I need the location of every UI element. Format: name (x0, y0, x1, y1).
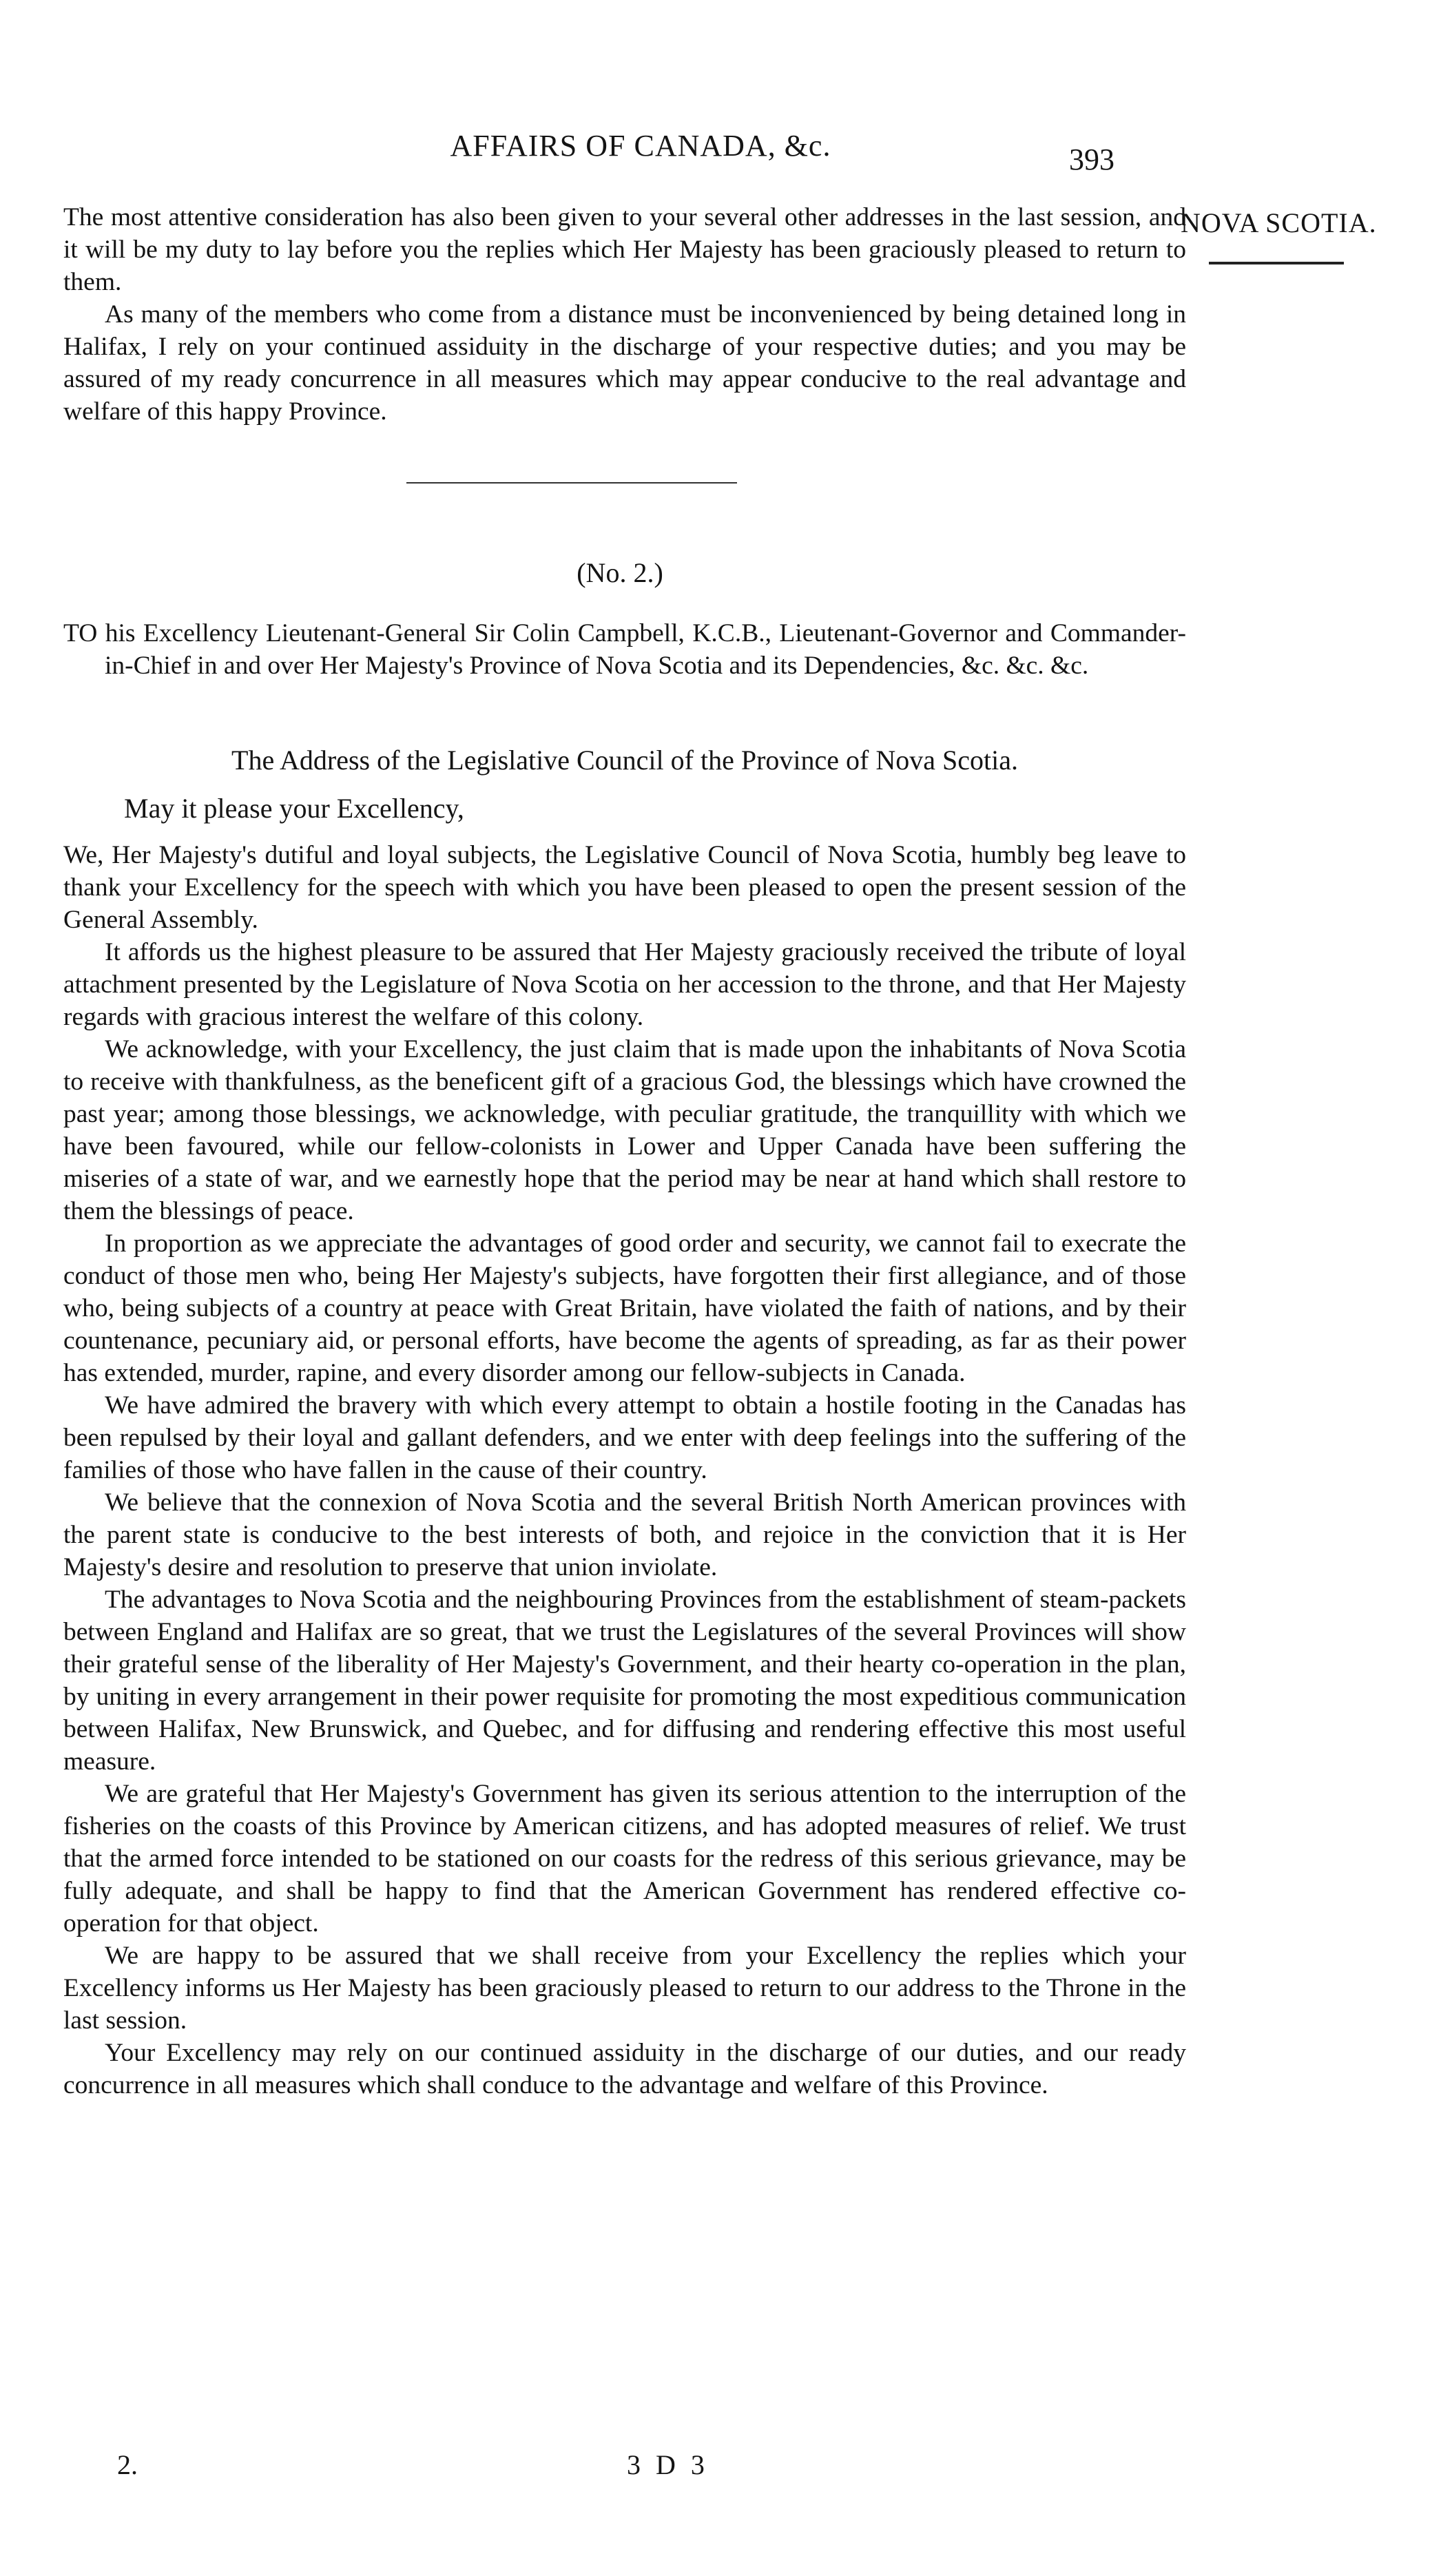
document-number: (No. 2.) (577, 557, 663, 588)
page-number: 393 (1069, 143, 1114, 176)
reply-text (63, 201, 1186, 428)
margin-note: NOVA SCOTIA. (1181, 207, 1377, 238)
address-paragraph: Your Excellency may rely on our continued assiduity in the discharge of our duties, and our ready concurrence in all measures which shall conduce to the advantage and welfare of this Province. (63, 2039, 1186, 2099)
address-paragraph: We are happy to be assured that we shall receive from your Excellency the replies which your Excellency informs us Her Majesty has been graciously pleased to return to our address to the Throne in the last session. (63, 1942, 1186, 2035)
address-paragraph: In proportion as we appreciate the advantages of good order and security, we cannot fail to execrate the conduct of those men who, being Her Majesty's subjects, have forgotten their first allegiance, and of those who, being subjects of a country at peace with Great Britain, have violated the faith of nations, and by their countenance, pecuniary aid, or personal efforts, have become the agents of spreading, as far as their power has extended, murder, rapine, and every disorder among our fellow-subjects in Canada. (63, 1229, 1186, 1387)
margin-note-underline (1209, 262, 1344, 264)
reply-paragraph: As many of the members who come from a distance must be inconvenienced by being detained long in Halifax, I rely on your continued assiduity in the discharge of your respective duties; and you may be assured of my ready concurrence in all measures which may appear conducive to the real advantage and welfare of this happy Province. (63, 300, 1186, 426)
address-paragraph: It affords us the highest pleasure to be assured that Her Majesty graciously received the tribute of loyal attachment presented by the Legislature of Nova Scotia on her accession to the throne, and that Her Majesty regards with gracious interest the welfare of this colony. (63, 938, 1186, 1031)
addressee: TO his Excellency Lieutenant-General Sir Colin Campbell, K.C.B., Lieutenant-Governor and Commander-in-Chief in and over Her Majesty's Province of Nova Scotia and its Dependencies, &c. &c. &c. (63, 619, 1186, 680)
address-paragraph: We believe that the connexion of Nova Scotia and the several British North American provinces with the parent state is conducive to the best interests of both, and rejoice in the conviction that it is Her Majesty's desire and resolution to preserve that union inviolate. (63, 1488, 1186, 1581)
address-paragraph: We are grateful that Her Majesty's Government has given its serious attention to the interruption of the fisheries on the coasts of this Province by American citizens, and has adopted measures of relief. We trust that the armed force intended to be stationed on our coasts for the redress of this serious grievance, may be fully adequate, and shall be happy to find that the American Government has rendered effective co-operation for that object. (63, 1780, 1186, 1938)
address-body (63, 839, 1186, 2101)
salutation: May it please your Excellency, (124, 793, 464, 824)
section-divider (406, 482, 737, 484)
address-title: The Address of the Legislative Council of the Province of Nova Scotia. (231, 745, 1018, 776)
reply-paragraph: The most attentive consideration has also been given to your several other addresses in the last session, and it will be my duty to lay before you the replies which Her Majesty has been graciously pleased to return to them. (63, 203, 1186, 296)
address-paragraph: We, Her Majesty's dutiful and loyal subjects, the Legislative Council of Nova Scotia, humbly beg leave to thank your Excellency for the speech with which you have been pleased to open the present session of the General Assembly. (63, 841, 1186, 934)
running-header-title: AFFAIRS OF CANADA, &c. (450, 129, 831, 163)
address-paragraph: We have admired the bravery with which every attempt to obtain a hostile footing in the Canadas has been repulsed by their loyal and gallant defenders, and we enter with deep feelings into the suffering of the families of those who have fallen in the cause of their country. (63, 1391, 1186, 1484)
folio-mark: 3 D 3 (627, 2449, 709, 2480)
address-paragraph: We acknowledge, with your Excellency, the just claim that is made upon the inhabitants of Nova Scotia to receive with thankfulness, as the beneficent gift of a gracious God, the blessings which have crowned the past year; among those blessings, we acknowledge, with peculiar gratitude, the tranquillity with which we have been favoured, while our fellow-colonists in Lower and Upper Canada have been suffering the miseries of a state of war, and we earnestly hope that the period may be near at hand which shall restore to them the blessings of peace. (63, 1035, 1186, 1225)
address-paragraph: The advantages to Nova Scotia and the neighbouring Provinces from the establishment of steam-packets between England and Halifax are so great, that we trust the Legislatures of the several Provinces will show their grateful sense of the liberality of Her Majesty's Government, and their hearty co-operation in the plan, by uniting in every arrangement in their power requisite for promoting the most expeditious communication between Halifax, New Brunswick, and Quebec, and for diffusing and rendering effective this most useful measure. (63, 1586, 1186, 1776)
signature-mark: 2. (117, 2449, 138, 2480)
